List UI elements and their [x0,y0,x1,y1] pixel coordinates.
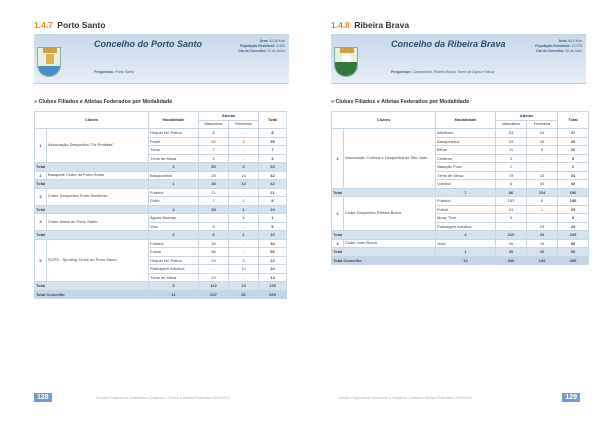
row-total: 56 [558,239,589,248]
male-count: 1 [496,163,527,172]
row-total: 10 [259,231,287,240]
female-count: - [229,129,259,138]
row-total: 56 [259,248,287,257]
female-count: 15 [527,171,558,180]
modality-name: Futebol [436,197,496,206]
male-count: 210 [496,231,527,240]
modality-count: 1 [149,180,199,189]
male-count: 237 [199,290,229,299]
female-count: 23 [527,222,558,231]
header-row [35,112,287,121]
table-row [35,188,287,197]
header-clubes: Clubes [35,112,149,129]
section-number: 1.4.8 [331,20,350,30]
row-total: 49 [558,137,589,146]
male-count: 34 [199,239,229,248]
table-row [332,129,589,138]
municipality-banner [331,34,586,84]
male-count: 28 [199,171,229,180]
grand-total-label: Total Concelho [332,256,436,265]
header-clubes: Clubes [332,112,436,129]
female-count: 3 [229,256,259,265]
section-title [34,20,105,30]
club-total-label: Total [35,231,149,240]
row-total: 53 [259,163,287,172]
row-total: 190 [558,188,589,197]
header-modalidade: Modalidade [436,112,496,129]
section-name: Porto Santo [57,20,106,30]
club-total-label: Total [332,231,436,240]
section-title [331,20,409,30]
modality-name: Natação Pura [436,163,496,172]
header-row [332,112,589,121]
row-total: 3 [558,154,589,163]
female-count: 1 [229,231,259,240]
modality-count: 4 [436,231,496,240]
male-count: 8 [199,129,229,138]
club-name: SCPS - Sporting Clube do Porto Santo [47,239,149,282]
row-total: 3 [259,154,287,163]
row-total: 10 [259,265,287,274]
page-number: 128 [34,393,52,402]
header-total: Total [558,112,589,129]
row-total: 1 [558,163,589,172]
male-count: 183 [496,197,527,206]
male-count: 13 [199,273,229,282]
male-count: - [199,214,229,223]
male-count: 40 [496,248,527,257]
male-count: 21 [199,188,229,197]
modality-count: 2 [149,205,199,214]
modality-name: Águas Abertas [149,214,199,223]
club-number: 1 [332,129,344,189]
row-total: 485 [558,256,589,265]
row-total: 29 [259,205,287,214]
female-count: 32 [229,290,259,299]
club-total-row [35,231,287,240]
banner-stats: Área: 65,4 Km² População Residente: 13.375 Dia do Concelho: 06 de maio [535,39,582,53]
club-total-label: Total [35,282,149,291]
female-count: 3 [229,137,259,146]
modality-count: 4 [149,163,199,172]
row-total: 23 [558,222,589,231]
female-count: 10 [229,265,259,274]
female-count: - [229,222,259,231]
club-total-row [332,231,589,240]
male-count: 3 [199,154,229,163]
modality-name: Futebol [149,188,199,197]
female-count: 24 [527,129,558,138]
male-count: 122 [199,282,229,291]
modality-name: Ténis de Mesa [149,273,199,282]
header-masculinos: Masculinos [199,120,229,129]
modality-name: Padel [149,137,199,146]
grand-total-label: Total Concelho [35,290,149,299]
header-masculinos: Masculinos [496,120,527,129]
club-total-row [35,163,287,172]
male-count: 3 [496,214,527,223]
modality-name: Hóquei em Patins [149,129,199,138]
male-count: 32 [199,137,229,146]
footer [0,391,300,405]
club-number: 3 [35,188,47,205]
club-total-label: Total [332,248,436,257]
section-name: Ribeira Brava [354,20,410,30]
modality-name: Atletismo [436,129,496,138]
male-count: 6 [496,180,527,189]
female-count: 104 [527,188,558,197]
club-name: Associação Cultural e Desportiva de São João [344,129,436,189]
banner-title: Concelho da Ribeira Brava [391,39,506,49]
table-row [35,214,287,223]
female-count: 5 [527,146,558,155]
modality-name: Futsal [436,205,496,214]
row-total: 7 [259,146,287,155]
club-total-row [332,248,589,257]
female-count: 14 [229,180,259,189]
row-total: 42 [259,171,287,180]
modality-name: Basquetebol [436,137,496,146]
modality-count: 7 [436,188,496,197]
female-count: 1 [527,205,558,214]
table-row [35,171,287,180]
female-count: 26 [527,137,558,146]
row-total: 269 [259,290,287,299]
banner-title: Concelho do Porto Santo [94,39,202,49]
club-number: 5 [35,239,47,282]
female-count: - [229,146,259,155]
female-count: 34 [527,180,558,189]
modality-name: Patinagem Artística [436,222,496,231]
club-number: 2 [35,171,47,180]
grand-total-row [332,256,589,265]
clubs-table [331,111,589,265]
male-count: - [496,222,527,231]
row-total: 25 [558,205,589,214]
grand-total-row [35,290,287,299]
modality-name: Basquetebol [149,171,199,180]
row-total: 9 [259,222,287,231]
female-count: 1 [229,197,259,206]
modality-name: Muay Thai [436,214,496,223]
female-count: 3 [229,163,259,172]
header-femininos: Femininos [229,120,259,129]
club-total-label: Total [35,163,149,172]
header-total: Total [259,112,287,129]
female-count: - [527,163,558,172]
female-count: 16 [527,248,558,257]
row-total: 8 [259,129,287,138]
male-count: 24 [496,205,527,214]
row-total: 56 [558,248,589,257]
club-number: 4 [35,214,47,231]
row-total: 42 [259,180,287,189]
club-name: Clube Naval do Porto Santo [47,214,149,231]
male-count: 56 [199,248,229,257]
club-total-row [35,180,287,189]
row-total: 3 [558,214,589,223]
header-modalidade: Modalidade [149,112,199,129]
modality-count: 2 [149,231,199,240]
modality-count: 5 [149,282,199,291]
male-count: 19 [496,171,527,180]
male-count: 7 [199,146,229,155]
municipality-banner [34,34,289,84]
male-count: 11 [496,146,527,155]
row-total: 47 [558,129,589,138]
header-femininos: Femininos [527,120,558,129]
banner-parishes: Freguesias: Porto Santo [94,70,135,74]
club-total-label: Total [35,180,149,189]
row-total: 21 [259,188,287,197]
club-number: 2 [332,197,344,231]
banner-parishes: Freguesias: Campanário, Ribeira Brava, Serra de Água e Tabua [391,70,495,74]
row-total: 135 [259,282,287,291]
table-row [332,197,589,206]
female-count: 16 [527,239,558,248]
club-total-row [35,205,287,214]
female-count: 14 [229,171,259,180]
female-count: - [229,154,259,163]
row-total: 239 [558,231,589,240]
male-count: 7 [199,197,229,206]
club-total-label: Total [332,188,436,197]
male-count: 40 [496,239,527,248]
modality-name: Patinagem Artística [149,265,199,274]
club-name: Associação Desportiva "Os Profetas" [47,129,149,163]
row-total: 8 [259,197,287,206]
male-count: 28 [199,180,229,189]
male-count: 23 [496,137,527,146]
right-page [300,0,600,424]
modality-name: Ciclismo [436,154,496,163]
male-count: 19 [199,256,229,265]
row-total: 1 [259,214,287,223]
modality-name: Ténis de Mesa [436,171,496,180]
footer-text: Direção Regional de Juventude e Desporto | Clubes e Atletas Federados 2015/2016 [338,396,472,400]
female-count: - [527,154,558,163]
row-total: 34 [259,239,287,248]
row-total: 188 [558,197,589,206]
modality-name: Ténis [149,146,199,155]
female-count: 1 [229,214,259,223]
female-count: - [229,248,259,257]
club-name: Clube Desportivo Porto-Santense [47,188,149,205]
table-row [35,239,287,248]
row-total: 16 [558,146,589,155]
club-number: 1 [35,129,47,163]
female-count: 29 [527,231,558,240]
banner-stats: Área: 42,48 Km² População Residente: 5.483 Dia do Concelho: 24 de junho [238,39,285,53]
female-count: 13 [229,282,259,291]
modality-name: Futebol [149,239,199,248]
modality-name: Futsal [149,248,199,257]
club-total-row [332,188,589,197]
male-count: 9 [199,222,229,231]
male-count: 336 [496,256,527,265]
coat-of-arms-icon [37,47,61,77]
page-number: 129 [562,393,580,402]
female-count: 5 [527,197,558,206]
subheading: » Clubes Filiados e Atletas Federados por Modalidade [34,99,173,105]
modality-count: 1 [436,248,496,257]
male-count: - [199,265,229,274]
modality-name: Bilhar [436,146,496,155]
male-count: 86 [496,188,527,197]
subheading: » Clubes Filiados e Atletas Federados por Modalidade [331,99,470,105]
row-total: 40 [558,180,589,189]
modality-name: Voleibol [436,180,496,189]
club-name: Basquete Clube do Porto Santo [47,171,149,180]
modality-name: Golfe [149,197,199,206]
female-count: - [229,239,259,248]
club-number: 3 [332,239,344,248]
section-number: 1.4.7 [34,20,53,30]
male-count: 50 [199,163,229,172]
female-count: - [229,273,259,282]
modality-count: 11 [149,290,199,299]
modality-name: Hóquei em Patins [149,256,199,265]
club-name: Clube Desportivo Ribeira Brava [344,197,436,231]
club-name: Clube Judo Brava [344,239,436,248]
table-row [332,239,589,248]
female-count: 149 [527,256,558,265]
row-total: 35 [259,137,287,146]
row-total: 22 [259,256,287,265]
female-count: 1 [229,205,259,214]
female-count: - [229,188,259,197]
row-total: 13 [259,273,287,282]
header-atletas: Atletas [199,112,259,121]
table-row [35,129,287,138]
header-atletas: Atletas [496,112,558,121]
clubs-table [34,111,287,299]
male-count: 3 [496,154,527,163]
club-total-row [35,282,287,291]
male-count: 28 [199,205,229,214]
male-count: 23 [496,129,527,138]
modality-count: 12 [436,256,496,265]
modality-name: Ténis de Mesa [149,154,199,163]
row-total: 34 [558,171,589,180]
male-count: 9 [199,231,229,240]
club-total-label: Total [35,205,149,214]
footer [300,391,600,405]
footer-text: Direção Regional de Juventude e Desporto | Clubes e Atletas Federados 2015/2016 [96,396,230,400]
coat-of-arms-icon [334,47,358,77]
modality-name: Judo [436,239,496,248]
female-count: - [527,214,558,223]
modality-name: Vela [149,222,199,231]
